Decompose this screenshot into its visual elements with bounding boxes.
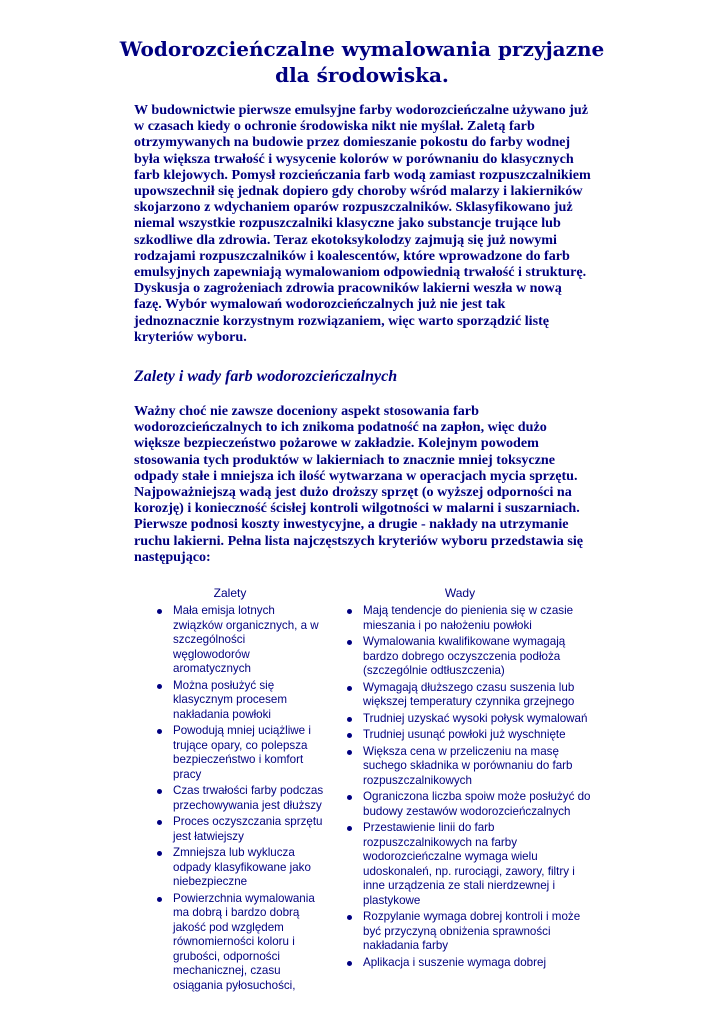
list-item-text: Zmniejsza lub wyklucza odpady klasyfikowane jako niebezpieczne bbox=[173, 846, 311, 888]
list-item-text: Mała emisja lotnych związków organicznych, a w szczególności węglowodorów aromatycznych bbox=[173, 604, 319, 675]
list-item bbox=[155, 724, 325, 782]
section-heading: Zalety i wady farb wodorozcieńczalnych bbox=[134, 368, 398, 385]
bullet-icon bbox=[157, 897, 162, 902]
list-item bbox=[345, 712, 595, 727]
advantages-list bbox=[155, 604, 325, 995]
list-item bbox=[345, 635, 595, 679]
list-item bbox=[345, 745, 595, 789]
list-item bbox=[345, 681, 595, 710]
list-item bbox=[345, 910, 595, 954]
intro-paragraph: W budownictwie pierwsze emulsyjne farby wodorozcieńczalne używano już w czasach kiedy o ochronie środowiska nikt nie myślał. Zaletą farb otrzymywanych na budowie przez domieszanie pokostu do farby wodnej była większa trwałość i wysycenie kolorów w porównaniu do klasycznych farb klejowych. Pomysł rozcieńczania farb wodą zamiast rozpuszczalnikiem upowszechnił się jednak dopiero gdy choroby wśród malarzy i lakierników skojarzono z wdychaniem oparów rozpuszczalników. Sklasyfikowano już niemal wszystkie rozpuszczalniki klasyczne jako substancje trujące lub szkodliwe dla zdrowia. Teraz ekotoksykolodzy zajmują się już nowymi rodzajami rozpuszczalników i koalescentów, które wprowadzone do farb emulsyjnych zapewniają wymalowaniom odpowiednią trwałość i strukturę. Dyskusja o zagrożeniach zdrowia pracowników lakierni weszła w nową fazę. Wybór wymalowań wodorozcieńczalnych już nie jest tak jednoznacznie korzystnym rozwiązaniem, więc warto sporządzić listę kryteriów wyboru. bbox=[134, 102, 591, 345]
list-item-text: Mają tendencje do pienienia się w czasie mieszania i po nałożeniu powłoki bbox=[363, 604, 574, 632]
bullet-icon bbox=[347, 750, 352, 755]
criteria-paragraph: Ważny choć nie zawsze doceniony aspekt stosowania farb wodorozcieńczalnych to ich znikoma podatność na zapłon, więc dużo większe bezpieczeństwo pożarowe w zakładzie. Kolejnym powodem stosowania tych produktów w lakierniach to znacznie mniej toksyczne odpady stałe i mniejsza ich ilość wytwarzana w operacjach mycia sprzętu. Najpoważniejszą wadą jest dużo droższy sprzęt (o wyższej odporności na korozję) i konieczność ścisłej kontroli wilgotności w malarni i suszarniach. Pierwsze podnosi koszty inwestycyjne, a drugie - nakłady na utrzymanie ruchu lakierni. Pełna lista najczęstszych kryteriów wyboru przedstawia się następująco: bbox=[134, 403, 583, 565]
list-item bbox=[345, 821, 595, 908]
page-title: Wodorozcieńczalne wymalowania przyjazne dla środowiska. bbox=[119, 37, 605, 87]
list-item-text: Proces oczyszczania sprzętu jest łatwiejszy bbox=[173, 815, 323, 843]
list-item bbox=[345, 956, 595, 971]
disadvantages-heading: Wady bbox=[444, 586, 476, 600]
list-item-text: Wymagają dłuższego czasu suszenia lub większej temperatury czynnika grzejnego bbox=[363, 680, 575, 708]
bullet-icon bbox=[347, 640, 352, 645]
list-item-text: Czas trwałości farby podczas przechowywania jest dłuższy bbox=[173, 784, 324, 812]
list-item-text: Trudniej uzyskać wysoki połysk wymalowań bbox=[363, 711, 588, 725]
list-item bbox=[345, 790, 595, 819]
list-item-text: Można posłużyć się klasycznym procesem nakładania powłoki bbox=[173, 678, 288, 721]
list-item bbox=[345, 604, 595, 633]
list-item bbox=[155, 679, 325, 723]
list-item bbox=[155, 892, 325, 994]
bullet-icon bbox=[157, 820, 162, 825]
bullet-icon bbox=[347, 961, 352, 966]
list-item-text: Trudniej usunąć powłoki już wyschnięte bbox=[363, 728, 566, 741]
bullet-icon bbox=[157, 609, 162, 614]
advantages-heading: Zalety bbox=[213, 586, 247, 600]
list-item bbox=[345, 728, 595, 743]
bullet-icon bbox=[157, 684, 162, 689]
list-item bbox=[155, 815, 325, 844]
list-item bbox=[155, 784, 325, 813]
bullet-icon bbox=[157, 729, 162, 734]
bullet-icon bbox=[157, 851, 162, 856]
bullet-icon bbox=[347, 733, 352, 738]
list-item-text: Rozpylanie wymaga dobrej kontroli i może być przyczyną obniżenia sprawności nakładania farby bbox=[363, 910, 581, 952]
list-item-text: Aplikacja i suszenie wymaga dobrej bbox=[363, 955, 547, 969]
bullet-icon bbox=[347, 717, 352, 722]
bullet-icon bbox=[347, 826, 352, 831]
list-item-text: Powierzchnia wymalowania ma dobrą i bardzo dobrą jakość pod względem równomierności koloru i grubości, odporności mechanicznej, czasu osiągania pyłosuchości, bbox=[173, 891, 315, 992]
bullet-icon bbox=[347, 795, 352, 800]
bullet-icon bbox=[347, 609, 352, 614]
list-item-text: Powodują mniej uciążliwe i trujące opary, co polepsza bezpieczeństwo i komfort pracy bbox=[173, 724, 311, 781]
bullet-icon bbox=[347, 915, 352, 920]
list-item-text: Większa cena w przeliczeniu na masę suchego składnika w porównaniu do farb rozpuszczalnikowych bbox=[363, 744, 573, 787]
list-item bbox=[155, 846, 325, 890]
bullet-icon bbox=[347, 686, 352, 691]
disadvantages-list bbox=[345, 604, 595, 972]
list-item-text: Wymalowania kwalifikowane wymagają bardzo dobrego oczyszczenia podłoża (szczególnie odtłuszczenia) bbox=[363, 635, 566, 677]
list-item bbox=[155, 604, 325, 677]
list-item-text: Ograniczona liczba spoiw może posłużyć do budowy zestawów wodorozcieńczalnych bbox=[363, 790, 591, 818]
bullet-icon bbox=[157, 789, 162, 794]
list-item-text: Przestawienie linii do farb rozpuszczalnikowych na farby wodorozcieńczalne wymaga wielu udoskonaleń, np. rurociągi, zawory, filtry i inne urządzenia ze stali nierdzewnej i plastykowe bbox=[363, 821, 575, 907]
